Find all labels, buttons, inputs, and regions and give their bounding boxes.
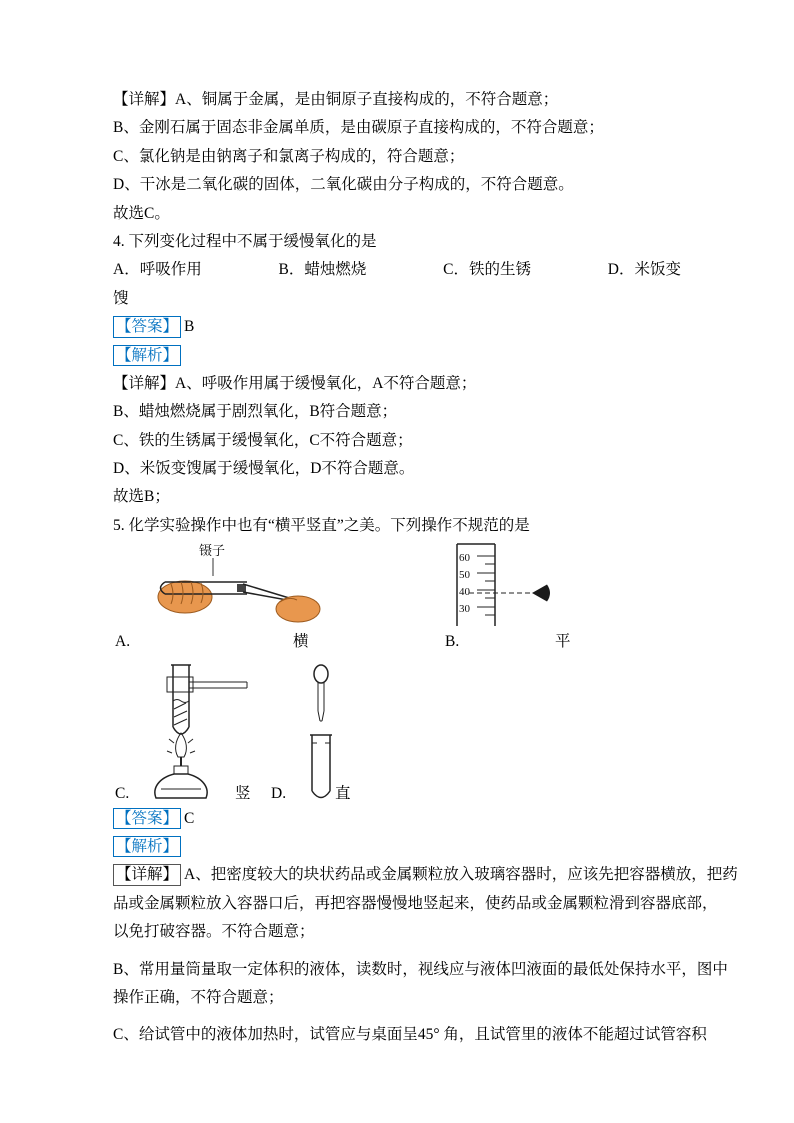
q4-option-d: D．米饭变 bbox=[607, 261, 681, 279]
q5-figure-c-caption: 竖 bbox=[235, 784, 251, 802]
q4-analysis-line bbox=[113, 342, 681, 370]
test-tube-holder-icon bbox=[189, 682, 247, 688]
analysis-tag: 【解析】 bbox=[113, 345, 181, 366]
q5-answer-value: C bbox=[184, 809, 195, 827]
q5-figure-c-label: C. bbox=[115, 784, 130, 802]
q4-options-row bbox=[113, 256, 681, 284]
q5-explain-paragraph-b bbox=[113, 956, 728, 1013]
scale-tick-50: 50 bbox=[459, 569, 470, 582]
q3-explain-line: D、干冰是二氧化碳的固体，二氧化碳由分子构成的，不符合题意。 bbox=[113, 176, 574, 194]
scale-tick-60: 60 bbox=[459, 552, 470, 565]
q4-answer-line bbox=[113, 313, 681, 341]
q5-figure-d-caption: 直 bbox=[335, 784, 351, 802]
alcohol-lamp-icon bbox=[155, 774, 207, 798]
q5-figures-row-1 bbox=[113, 540, 681, 628]
tweezers-label: 镊子 bbox=[199, 543, 226, 559]
q5-analysis-line bbox=[113, 833, 681, 861]
q5-captions-row-1 bbox=[113, 628, 681, 656]
q4-option-a: A．呼吸作用 bbox=[113, 261, 202, 279]
q4-answer-value: B bbox=[184, 318, 195, 336]
q4-explain-line: D、米饭变馊属于缓慢氧化，D不符合题意。 bbox=[113, 460, 415, 478]
eye-icon bbox=[532, 585, 550, 602]
q4-explain-line: C、铁的生锈属于缓慢氧化，C不符合题意； bbox=[113, 431, 413, 449]
q5-figures-row-2 bbox=[113, 663, 681, 805]
q5-explain-line: 品或金属颗粒放入容器口后，再把容器慢慢地竖起来，使药品或金属颗粒滑到容器底部， bbox=[113, 894, 718, 912]
q4-option-d-wrap: 馊 bbox=[113, 289, 129, 307]
heating-test-tube-illustration bbox=[121, 663, 251, 805]
q5-explain-line: 以免打破容器。不符合题意； bbox=[113, 923, 315, 941]
q5-figure-b-label: B. bbox=[445, 633, 460, 651]
q5-explain-paragraph-c bbox=[113, 1021, 707, 1049]
left-hand-icon bbox=[158, 581, 212, 613]
measuring-cylinder-illustration bbox=[443, 540, 558, 630]
detail-tag: 【详解】 bbox=[113, 864, 181, 885]
tweezers-illustration bbox=[113, 542, 323, 628]
q3-conclusion: 故选C。 bbox=[113, 204, 170, 222]
q5-figure-a-label: A. bbox=[115, 633, 131, 651]
answer-tag: 【答案】 bbox=[113, 316, 181, 337]
q4-option-b: B．蜡烛燃烧 bbox=[278, 261, 367, 279]
q5-explain-line: C、给试管中的液体加热时，试管应与桌面呈45° 角，且试管里的液体不能超过试管容积 bbox=[113, 1026, 707, 1044]
q5-stem: 5. 化学实验操作中也有“横平竖直”之美。下列操作不规范的是 bbox=[113, 516, 530, 534]
q4-conclusion: 故选B； bbox=[113, 488, 170, 506]
q5-figure-d-label: D. bbox=[271, 784, 287, 802]
q4-stem: 4. 下列变化过程中不属于缓慢氧化的是 bbox=[113, 232, 377, 250]
q4-explain-line: B、蜡烛燃烧属于剧烈氧化，B符合题意； bbox=[113, 403, 398, 421]
analysis-tag: 【解析】 bbox=[113, 836, 181, 857]
q5-answer-line bbox=[113, 805, 681, 833]
q4-option-c: C．铁的生锈 bbox=[443, 261, 531, 279]
test-tube-icon bbox=[310, 735, 332, 798]
dropper-bulb-icon bbox=[314, 665, 328, 683]
q5-figure-a-caption: 横 bbox=[293, 633, 309, 651]
q3-explain-line: B、金刚石属于固态非金属单质，是由碳原子直接构成的，不符合题意； bbox=[113, 119, 604, 137]
answer-tag: 【答案】 bbox=[113, 808, 181, 829]
q5-explain-line: A、把密度较大的块状药品或金属颗粒放入玻璃容器时，应该先把容器横放，把药 bbox=[184, 866, 738, 884]
document-content bbox=[113, 86, 738, 1050]
q5-explain-paragraph-a bbox=[113, 861, 738, 946]
q5-explain-line: B、常用量筒量取一定体积的液体，读数时，视线应与液体凹液面的最低处保持水平，图中 bbox=[113, 960, 728, 978]
flame-icon bbox=[176, 733, 187, 757]
q4-explain-line: 【详解】A、呼吸作用属于缓慢氧化，A不符合题意； bbox=[113, 374, 477, 392]
q5-explain-line: 操作正确，不符合题意； bbox=[113, 988, 284, 1006]
q5-figure-b-caption: 平 bbox=[555, 633, 571, 651]
q3-explain-line: 【详解】A、铜属于金属，是由铜原子直接构成的，不符合题意； bbox=[113, 91, 559, 108]
scale-tick-40: 40 bbox=[459, 586, 470, 599]
q3-explain-line: C、氯化钠是由钠离子和氯离子构成的，符合题意； bbox=[113, 147, 465, 165]
scale-tick-30: 30 bbox=[459, 603, 470, 616]
right-hand-icon bbox=[276, 596, 320, 622]
